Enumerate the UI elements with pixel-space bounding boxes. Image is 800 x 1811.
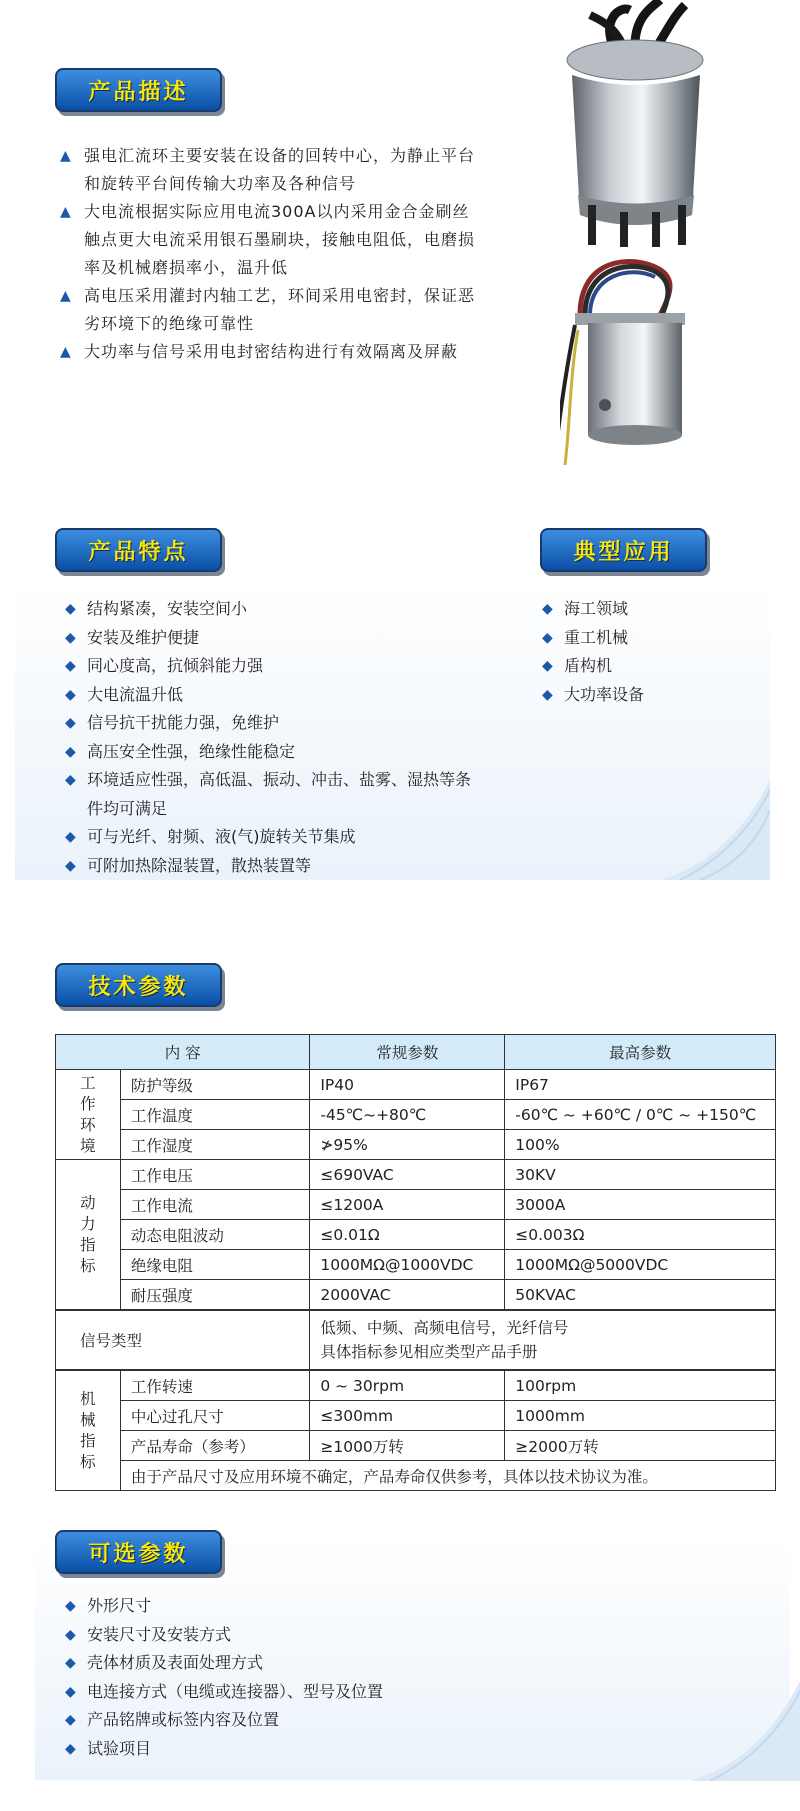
table-header-row — [56, 1035, 776, 1070]
diamond-bullet-icon: ◆ — [65, 1740, 76, 1757]
diamond-bullet-icon: ◆ — [65, 743, 76, 760]
triangle-bullet-icon: ▲ — [60, 344, 72, 360]
list-item: ◆ 高压安全性强，绝缘性能稳定 — [63, 738, 483, 767]
diamond-bullet-icon: ◆ — [65, 857, 76, 874]
table-row: 绝缘电阻 1000MΩ@1000VDC 1000MΩ@5000VDC — [56, 1250, 776, 1280]
table-row: 动态电阻波动 ≤0.01Ω ≤0.003Ω — [56, 1220, 776, 1250]
triangle-bullet-icon: ▲ — [60, 148, 72, 164]
list-item: ◆ 信号抗干扰能力强，免维护 — [63, 709, 483, 738]
diamond-bullet-icon: ◆ — [65, 1683, 76, 1700]
triangle-bullet-icon: ▲ — [60, 204, 72, 220]
heading-product-description: 产品描述 — [55, 68, 222, 112]
group-label: 动 力 指 标 — [80, 1193, 96, 1275]
applications-list — [540, 595, 740, 709]
product-photo-slip-ring-2 — [560, 255, 710, 470]
table-row: 工作电流 ≤1200A 3000A — [56, 1190, 776, 1220]
list-item: ◆ 试验项目 — [63, 1735, 563, 1764]
product-photo-slip-ring-1 — [560, 0, 710, 250]
list-item: ◆ 安装尺寸及安装方式 — [63, 1621, 563, 1650]
corner-decoration-2 — [690, 1681, 800, 1781]
table-row-note: 由于产品尺寸及应用环境不确定，产品寿命仅供参考，具体以技术协议为准。 — [56, 1461, 776, 1491]
tech-params-table — [55, 1034, 776, 1491]
optional-list — [63, 1592, 563, 1763]
diamond-bullet-icon: ◆ — [65, 1626, 76, 1643]
diamond-bullet-icon: ◆ — [65, 686, 76, 703]
group-label: 机 械 指 标 — [80, 1389, 96, 1471]
list-item: ◆ 盾构机 — [540, 652, 740, 681]
list-item: ▲ 强电汇流环主要安装在设备的回转中心，为静止平台和旋转平台间传输大功率及各种信号 — [60, 142, 480, 198]
list-item: ◆ 海工领域 — [540, 595, 740, 624]
list-item: ▲ 高电压采用灌封内轴工艺，环间采用电密封，保证恶劣环境下的绝缘可靠性 — [60, 282, 480, 338]
list-item: ◆ 壳体材质及表面处理方式 — [63, 1649, 563, 1678]
diamond-bullet-icon: ◆ — [65, 772, 76, 788]
heading-typical-applications: 典型应用 — [540, 528, 707, 572]
corner-decoration — [660, 780, 770, 880]
list-item: ◆ 环境适应性强，高低温、振动、冲击、盐雾、湿热等条件均可满足 — [63, 766, 483, 823]
diamond-bullet-icon: ◆ — [65, 1598, 76, 1614]
diamond-bullet-icon: ◆ — [542, 629, 553, 646]
list-item: ▲ 大电流根据实际应用电流300A以内采用金合金刷丝触点更大电流采用银石墨刷块，接触电阻低，电磨损率及机械磨损率小，温升低 — [60, 198, 480, 282]
group-label: 工 作 环 境 — [80, 1073, 96, 1155]
diamond-bullet-icon: ◆ — [65, 629, 76, 646]
header-content: 内 容 — [56, 1035, 310, 1070]
table-row: 动 力 指 标 工作电压 ≤690VAC 30KV — [56, 1160, 776, 1190]
list-item: ◆ 大电流温升低 — [63, 681, 483, 710]
heading-tech-params: 技术参数 — [55, 963, 222, 1007]
diamond-bullet-icon: ◆ — [65, 658, 76, 674]
table-row: 工作温度 -45℃~+80℃ -60℃ ~ +60℃ / 0℃ ~ +150℃ — [56, 1100, 776, 1130]
list-item: ◆ 外形尺寸 — [63, 1592, 563, 1621]
diamond-bullet-icon: ◆ — [542, 658, 553, 674]
table-row-signal: 信号类型 低频、中频、高频电信号，光纤信号 具体指标参见相应类型产品手册 — [56, 1310, 776, 1370]
signal-value-line: 低频、中频、高频电信号，光纤信号 — [320, 1319, 569, 1337]
features-list — [63, 595, 483, 880]
table-row: 工 作 环 境 防护等级 IP40 IP67 — [56, 1070, 776, 1100]
group-mech — [56, 1370, 121, 1491]
list-item: ◆ 结构紧凑，安装空间小 — [63, 595, 483, 624]
diamond-bullet-icon: ◆ — [65, 601, 76, 617]
diamond-bullet-icon: ◆ — [65, 715, 76, 731]
table-row: 中心过孔尺寸 ≤300mm 1000mm — [56, 1401, 776, 1431]
list-item: ◆ 可与光纤、射频、液(气)旋转关节集成 — [63, 823, 483, 852]
group-work-env — [56, 1070, 121, 1160]
diamond-bullet-icon: ◆ — [65, 1655, 76, 1671]
header-max: 最高参数 — [505, 1035, 776, 1070]
list-item: ◆ 安装及维护便捷 — [63, 624, 483, 653]
list-item: ◆ 大功率设备 — [540, 681, 740, 710]
list-item: ◆ 产品铭牌或标签内容及位置 — [63, 1706, 563, 1735]
list-item: ◆ 重工机械 — [540, 624, 740, 653]
list-item: ◆ 同心度高，抗倾斜能力强 — [63, 652, 483, 681]
heading-product-features: 产品特点 — [55, 528, 222, 572]
diamond-bullet-icon: ◆ — [65, 1712, 76, 1728]
diamond-bullet-icon: ◆ — [542, 686, 553, 703]
diamond-bullet-icon: ◆ — [542, 601, 553, 617]
signal-value-line: 具体指标参见相应类型产品手册 — [320, 1343, 538, 1361]
list-item: ◆ 电连接方式（电缆或连接器）、型号及位置 — [63, 1678, 563, 1707]
triangle-bullet-icon: ▲ — [60, 288, 72, 304]
list-item: ▲ 大功率与信号采用电封密结构进行有效隔离及屏蔽 — [60, 338, 480, 366]
list-item: ◆ 可附加热除湿装置，散热装置等 — [63, 852, 483, 881]
heading-optional-params: 可选参数 — [55, 1530, 222, 1574]
table-row: 产品寿命（参考） ≥1000万转 ≥2000万转 — [56, 1431, 776, 1461]
description-list — [60, 142, 480, 366]
table-row: 机 械 指 标 工作转速 0 ~ 30rpm 100rpm — [56, 1370, 776, 1401]
table-row: 工作湿度 ≯95% 100% — [56, 1130, 776, 1160]
diamond-bullet-icon: ◆ — [65, 829, 76, 845]
group-power — [56, 1160, 121, 1311]
table-row: 耐压强度 2000VAC 50KVAC — [56, 1280, 776, 1311]
header-normal: 常规参数 — [310, 1035, 505, 1070]
